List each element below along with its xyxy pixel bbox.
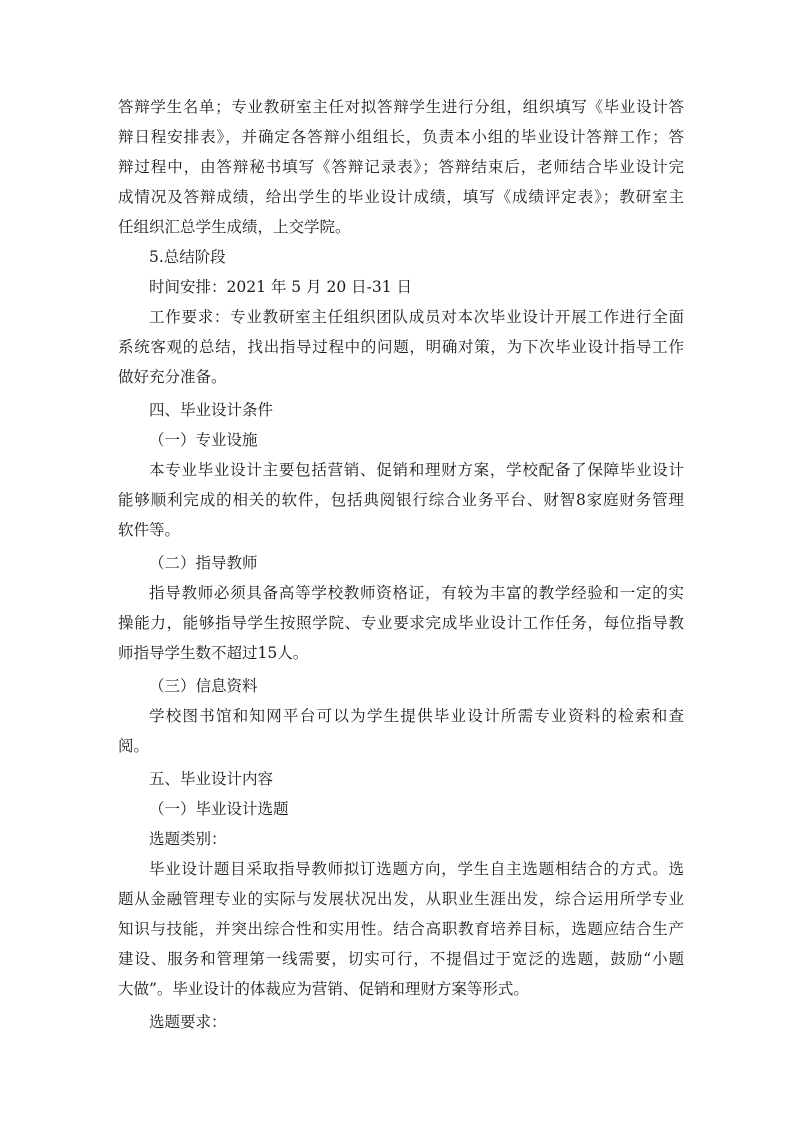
paragraph-line: 成情况及答辩成绩，给出学生的毕业设计成绩，填写《成绩评定表》；教研室主 xyxy=(118,188,684,206)
paragraph-line: 题从金融管理专业的实际与发展状况出发，从职业生涯出发，综合运用所学专业 xyxy=(118,890,684,908)
paragraph-line: 阅。 xyxy=(118,737,150,755)
paragraph-line: 做好充分准备。 xyxy=(118,368,227,386)
subsection-heading-facilities: （一）专业设施 xyxy=(149,431,258,449)
topic-requirements-label: 选题要求： xyxy=(149,1013,227,1031)
paragraph-line: 知识与技能，并突出综合性和实用性。结合高职教育培养目标，选题应结合生产 xyxy=(118,920,684,938)
paragraph-line: 毕业设计题目采取指导教师拟订选题方向，学生自主选题相结合的方式。选 xyxy=(149,860,684,878)
paragraph-line: 辩过程中，由答辩秘书填写《答辩记录表》；答辩结束后，老师结合毕业设计完 xyxy=(118,158,684,176)
paragraph-line: 答辩学生名单；专业教研室主任对拟答辩学生进行分组，组织填写《毕业设计答 xyxy=(118,98,684,116)
paragraph-line: 辩日程安排表》，并确定各答辩小组组长，负责本小组的毕业设计答辩工作；答 xyxy=(118,128,684,146)
document-body xyxy=(118,92,684,1037)
section-heading-design-content: 五、毕业设计内容 xyxy=(149,770,274,788)
subsection-heading-information: （三）信息资料 xyxy=(149,677,258,695)
paragraph-line: 建设、服务和管理第一线需要，切实可行，不提倡过于宽泛的选题，鼓励“小题 xyxy=(118,950,684,968)
schedule-line: 时间安排：2021 年 5 月 20 日-31 日 xyxy=(149,278,413,296)
paragraph-line: 学校图书馆和知网平台可以为学生提供毕业设计所需专业资料的检索和查 xyxy=(149,707,684,725)
paragraph-line: 系统客观的总结，找出指导过程中的问题，明确对策，为下次毕业设计指导工作 xyxy=(118,338,684,356)
section-heading-design-conditions: 四、毕业设计条件 xyxy=(149,401,274,419)
paragraph-line: 师指导学生数不超过15人。 xyxy=(118,644,309,662)
topic-category-label: 选题类别： xyxy=(149,830,227,848)
paragraph-line: 指导教师必须具备高等学校教师资格证，有较为丰富的教学经验和一定的实 xyxy=(149,584,684,602)
paragraph-line: 操能力，能够指导学生按照学院、专业要求完成毕业设计工作任务，每位指导教 xyxy=(118,614,684,632)
subsection-heading-topic-selection: （一）毕业设计选题 xyxy=(149,800,289,818)
paragraph-line: 能够顺利完成的相关的软件，包括典阅银行综合业务平台、财智8家庭财务管理 xyxy=(118,491,684,509)
paragraph-line: 本专业毕业设计主要包括营销、促销和理财方案，学校配备了保障毕业设计 xyxy=(149,461,684,479)
paragraph-line: 软件等。 xyxy=(118,521,181,539)
subsection-heading-instructors: （二）指导教师 xyxy=(149,554,258,572)
section-heading-summary-stage: 5.总结阶段 xyxy=(149,248,226,266)
paragraph-line: 大做”。毕业设计的体裁应为营销、促销和理财方案等形式。 xyxy=(118,980,529,998)
paragraph-line: 工作要求：专业教研室主任组织团队成员对本次毕业设计开展工作进行全面 xyxy=(149,308,684,326)
paragraph-line: 任组织汇总学生成绩，上交学院。 xyxy=(118,218,351,236)
